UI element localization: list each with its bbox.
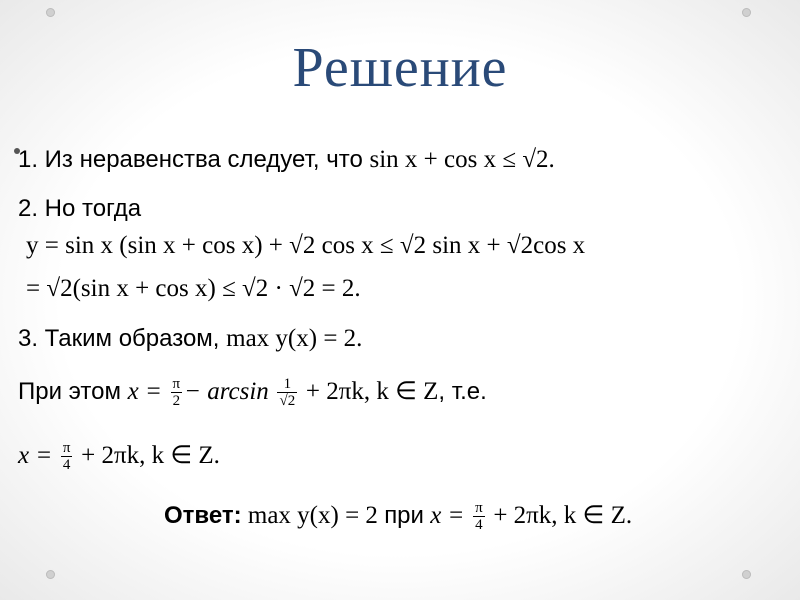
fraction-numerator: π bbox=[62, 440, 71, 456]
equation-line-1-text: y = sin x (sin x + cos x) + √2 cos x ≤ √2 sin x + √2cos x bbox=[26, 232, 586, 259]
step-4-suffix: , т.е. bbox=[438, 377, 487, 405]
step-1 bbox=[18, 145, 555, 175]
corner-dot-bottom-right bbox=[742, 570, 751, 579]
fraction-pi-over-4 bbox=[61, 440, 73, 473]
step-2 bbox=[18, 194, 141, 224]
answer-math-c: + 2πk, k ∈ Z. bbox=[493, 501, 633, 529]
fraction-denominator: √2 bbox=[279, 393, 296, 409]
fraction-pi-over-4-answer bbox=[473, 500, 485, 533]
step-1-math: sin x + cos x ≤ √2. bbox=[369, 146, 555, 173]
slide-title: Решение bbox=[292, 37, 508, 99]
step-1-text: 1. Из неравенства следует, что bbox=[18, 146, 370, 173]
answer-label: Ответ: bbox=[164, 501, 242, 529]
step-5-math-b: + 2πk, k ∈ Z. bbox=[81, 441, 220, 469]
step-3-math: max y(x) = 2. bbox=[226, 325, 363, 352]
corner-dot-top-right bbox=[742, 8, 751, 17]
fraction-numerator: π bbox=[172, 376, 181, 392]
step-3-text: 3. Таким образом, bbox=[18, 325, 227, 352]
step-4-prefix: При этом bbox=[18, 377, 128, 405]
equation-line-1 bbox=[26, 231, 585, 261]
answer-mid: при bbox=[384, 501, 424, 529]
answer-line bbox=[164, 500, 632, 533]
step-5 bbox=[18, 440, 220, 473]
fraction-pi-over-2 bbox=[171, 376, 183, 409]
corner-dot-bottom-left bbox=[46, 570, 55, 579]
fraction-denominator: 4 bbox=[62, 457, 71, 473]
step-4-math-c: + 2πk, k ∈ Z bbox=[305, 377, 439, 405]
step-4-math-a: x = bbox=[127, 377, 162, 405]
fraction-numerator: π bbox=[475, 500, 483, 516]
corner-dot-top-left bbox=[46, 8, 55, 17]
answer-math-a: max y(x) = 2 bbox=[241, 501, 385, 529]
fraction-one-over-sqrt2 bbox=[277, 376, 297, 409]
equation-line-2-text: = √2(sin x + cos x) ≤ √2 · √2 = 2. bbox=[26, 275, 361, 302]
fraction-numerator: 1 bbox=[277, 376, 297, 393]
fraction-denominator: 2 bbox=[172, 393, 181, 409]
step-2-text: 2. Но тогда bbox=[18, 195, 142, 222]
step-4 bbox=[18, 376, 487, 409]
step-5-math-a: x = bbox=[18, 441, 53, 469]
fraction-denominator: 4 bbox=[475, 517, 483, 533]
answer-math-b: x = bbox=[423, 501, 465, 529]
step-3 bbox=[18, 324, 362, 354]
equation-line-2 bbox=[26, 274, 361, 304]
step-4-math-b: − arcsin bbox=[184, 377, 269, 405]
